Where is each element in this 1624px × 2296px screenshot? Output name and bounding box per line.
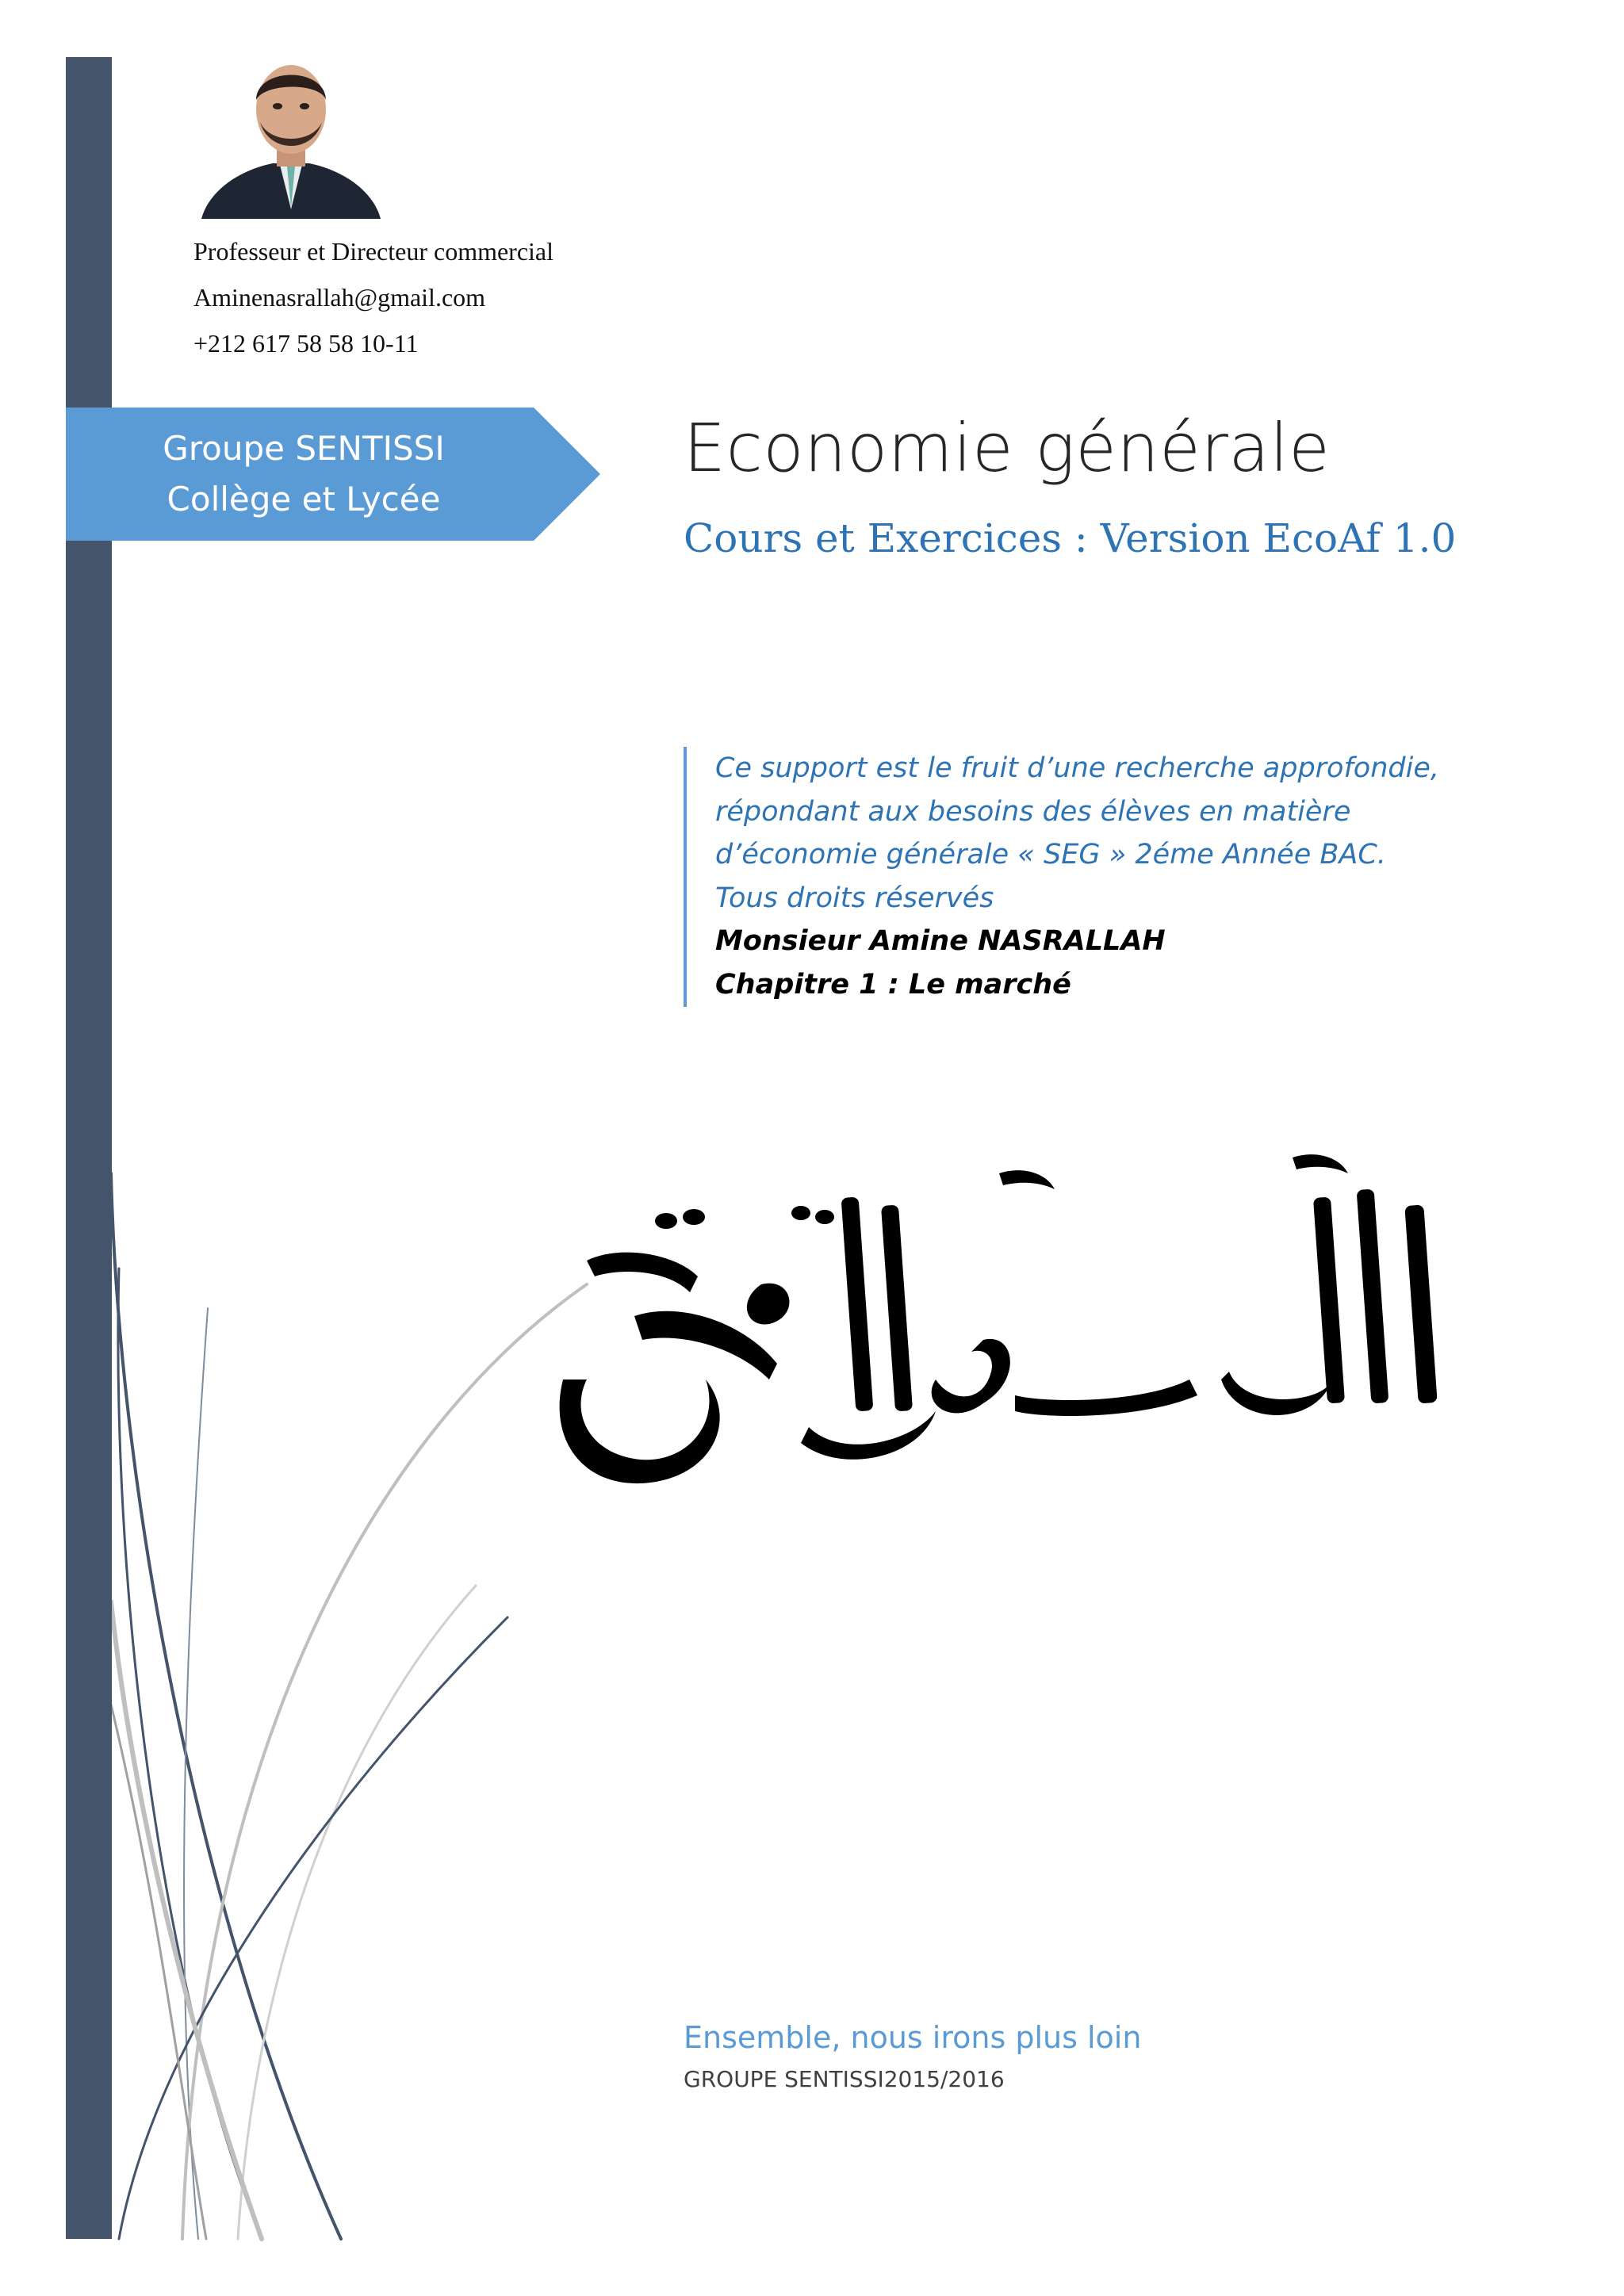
footer-subline: GROUPE SENTISSI2015/2016 [684, 2066, 1005, 2092]
abstract-line: Ce support est le fruit d’une recherche approfondie, [715, 752, 1439, 784]
author-photo [193, 51, 389, 219]
author-phone: +212 617 58 58 10-11 [193, 329, 419, 358]
banner-school-level: Collège et Lycée [167, 480, 441, 519]
author-role: Professeur et Directeur commercial [193, 237, 554, 266]
sidebar-bar [66, 57, 112, 2239]
banner-school-name: Groupe SENTISSI [163, 429, 445, 468]
abstract-line: répondant aux besoins des élèves en matière [715, 795, 1351, 828]
abstract-block [684, 747, 1439, 1007]
contact-block [193, 228, 553, 366]
author-name: Monsieur Amine NASRALLAH [715, 925, 1166, 957]
author-email[interactable]: Aminenasrallah@gmail.com [193, 283, 486, 312]
chapter-title: Chapitre 1 : Le marché [715, 968, 1071, 1001]
document-subtitle: Cours et Exercices : Version EcoAf 1.0 [684, 515, 1457, 561]
abstract-line: d’économie générale « SEG » 2éme Année BAC. [715, 839, 1386, 871]
school-banner [66, 408, 542, 541]
footer-tagline: Ensemble, nous irons plus loin [684, 2020, 1142, 2055]
document-title: Economie générale [684, 409, 1331, 487]
arabic-calligraphy [539, 1142, 1491, 1506]
abstract-line: Tous droits réservés [715, 882, 994, 914]
